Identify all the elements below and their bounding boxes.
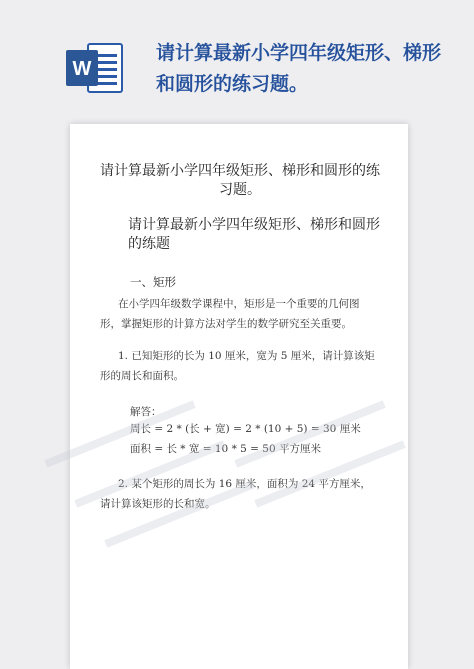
area-line: 面积 = 长 * 宽 = 10 * 5 = 50 平方厘米 [130, 443, 322, 455]
svg-text:W: W [72, 58, 92, 80]
word-icon [64, 40, 126, 96]
document-title: 请计算最新小学四年级矩形、梯形和圆形的练习题。 [156, 42, 442, 95]
document-subheading [100, 216, 380, 254]
question-1: 1. 已知矩形的长为 10 厘米，宽为 5 厘米，请计算该矩形的周长和面积。 [100, 350, 375, 382]
subheading-text: 请计算最新小学四年级矩形、梯形和圆形的练题 [128, 217, 380, 252]
document-page [70, 124, 408, 669]
section-heading: 一、矩形 [130, 275, 176, 289]
answer-label: 解答： [130, 406, 162, 418]
perimeter-line: 周长 = 2 * (长 + 宽) = 2 * (10 + 5) = 30 厘米 [130, 423, 361, 435]
intro-paragraph: 在小学四年级数学课程中，矩形是一个重要的几何图形，掌握矩形的计算方法对学生的数学研究至关重要。 [100, 298, 360, 330]
question-2: 2. 某个矩形的周长为 16 厘米，面积为 24 平方厘米，请计算该矩形的长和宽。 [100, 478, 371, 510]
header [0, 0, 474, 118]
document-heading: 请计算最新小学四年级矩形、梯形和圆形的练习题。 [100, 163, 380, 198]
